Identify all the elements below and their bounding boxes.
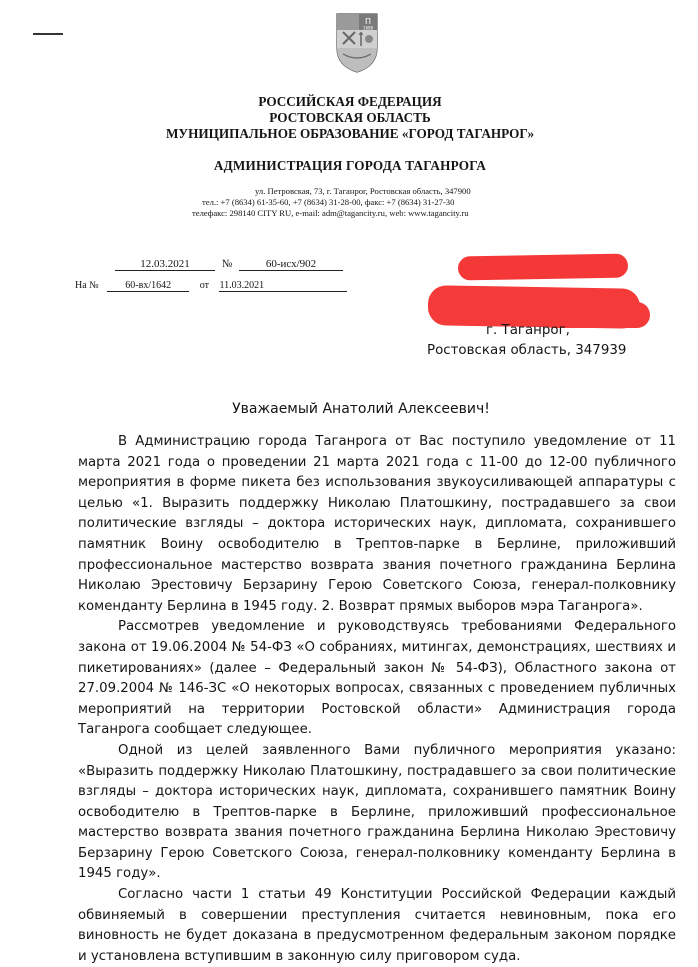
reference-number: 60-вх/1642 (107, 280, 189, 292)
paragraph-3: Одной из целей заявленного Вами публичного мероприятия указано: «Выразить поддержку Николаю Платошкину, пострадавшего за свои политические взгляды – доктора исторических наук, дипломата, сохранившего памятник Воину освободителю в Трептов-парке в Берлине, приложивший профессиональное мастерство возврата звания почетного гражданина Берлина Николаю Эрестовичу Берзарину Герою Советского Союза, генерал-полковнику коменданту Берлина в 1945 году». (78, 742, 676, 882)
letter-body (78, 432, 676, 967)
emblem-letter: П (364, 17, 372, 26)
corner-dash-mark (33, 33, 63, 35)
reference-label: На № (75, 280, 99, 291)
reference-from-label: от (199, 280, 209, 291)
header-contacts: телефакс: 298140 CITY RU, e-mail: adm@tagancity.ru, web: www.tagancity.ru (192, 208, 469, 218)
header-region: РОСТОВСКАЯ ОБЛАСТЬ (269, 110, 431, 125)
incoming-reference (75, 280, 347, 292)
header-country: РОССИЙСКАЯ ФЕДЕРАЦИЯ (258, 94, 442, 109)
recipient-city: г. Таганрог, (486, 323, 570, 338)
reference-date: 11.03.2021 (219, 280, 347, 292)
outgoing-date: 12.03.2021 (115, 258, 215, 271)
emblem-year: 1698 (362, 25, 374, 31)
city-coat-of-arms-icon (333, 10, 381, 74)
header-administration: АДМИНИСТРАЦИЯ ГОРОДА ТАГАНРОГА (213, 158, 487, 173)
paragraph-4: Согласно части 1 статьи 49 Конституции Российской Федерации каждый обвиняемый в совершении преступления считается невиновным, пока его виновность не будет доказана в предусмотренном федеральным законом порядке и установлена вступившим в законную силу приговором суда. (78, 887, 676, 964)
paragraph-2: Рассмотрев уведомление и руководствуясь требованиями Федерального закона от 19.06.2004 № 54-ФЗ «О собраниях, митингах, демонстрациях, шествиях и пикетированиях» (далее – Федеральный закон № 54-ФЗ), Областного закона от 27.09.2004 № 146-ЗС «О некоторых вопросах, связанных с проведением публичных мероприятий на территории Ростовской области» Администрация города Таганрога сообщает следующее. (78, 619, 676, 738)
header-address: ул. Петровская, 73, г. Таганрог, Ростовская область, 347900 (255, 186, 471, 196)
salutation: Уважаемый Анатолий Алексеевич! (232, 401, 490, 417)
recipient-region: Ростовская область, 347939 (427, 343, 627, 358)
paragraph-1: В Администрацию города Таганрога от Вас поступило уведомление от 11 марта 2021 года о проведении 21 марта 2021 года с 11-00 до 12-00 публичного мероприятия в форме пикета без использования звукоусиливающей аппаратуры с целью «1. Выразить поддержку Николаю Платошкину, пострадавшего за свои политические взгляды – доктора исторических наук, дипломата, сохранившего памятник Воину освободителю в Трептов-парке в Берлине, приложивший профессиональное мастерство возврата звания почетного гражданина Берлина Николаю Эрестовичу Берзарину Герою Советского Союза, генерал-полковнику коменданту Берлина в 1945 году. 2. Возврат прямых выборов мэра Таганрога». (78, 434, 676, 614)
number-label: № (221, 258, 233, 270)
outgoing-registration (115, 258, 343, 271)
header-phones: тел.: +7 (8634) 61-35-60, +7 (8634) 31-28-00, факс: +7 (8634) 31-27-30 (202, 197, 455, 207)
outgoing-number: 60-исх/902 (239, 258, 343, 271)
header-municipality: МУНИЦИПАЛЬНОЕ ОБРАЗОВАНИЕ «ГОРОД ТАГАНРОГ» (165, 126, 535, 141)
redaction-mark (458, 254, 628, 281)
